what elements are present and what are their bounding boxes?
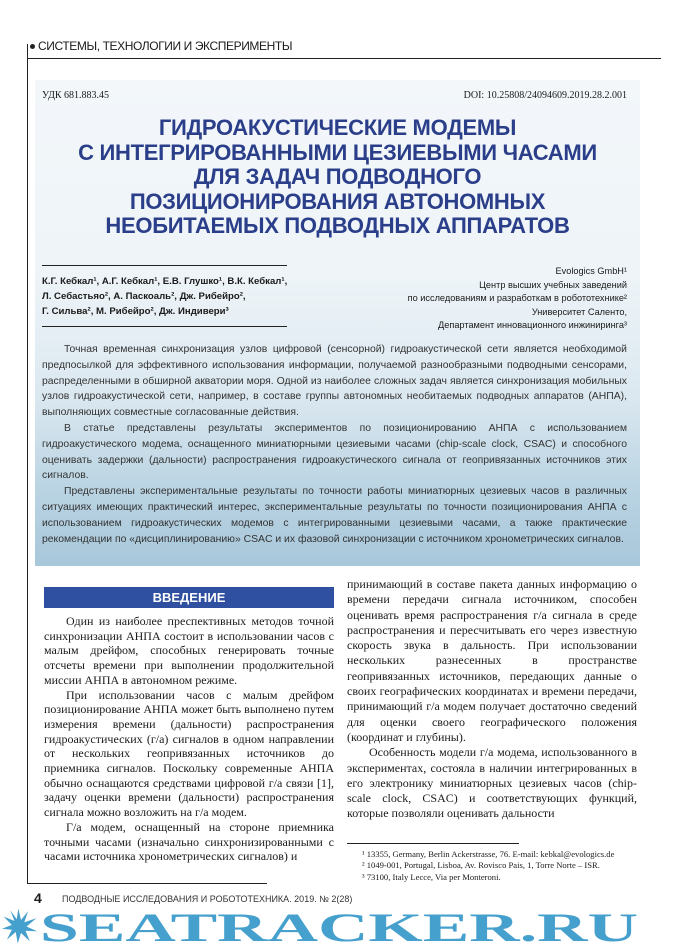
doi: DOI: 10.25808/24094609.2019.28.2.001	[463, 90, 627, 101]
left-rule	[27, 44, 28, 884]
watermark-logo	[40, 908, 640, 946]
author-line: К.Г. Кебкал¹, А.Г. Кебкал¹, Е.В. Глушко¹, В.К. Кебкал¹,	[42, 276, 288, 287]
article-title	[35, 116, 640, 239]
title-line: ПОЗИЦИОНИРОВАНИЯ АВТОНОМНЫХ	[129, 188, 546, 214]
title-line: С ИНТЕГРИРОВАННЫМИ ЦЕЗИЕВЫМИ ЧАСАМИ	[78, 139, 597, 165]
author-line: Л. Себастьяо², А. Паскоаль², Дж. Рибейро²,	[42, 291, 246, 302]
footnotes	[362, 849, 614, 883]
right-column	[347, 577, 637, 822]
journal-name: ПОДВОДНЫЕ ИССЛЕДОВАНИЯ И РОБОТОТЕХНИКА. 2019. № 2(28)	[62, 894, 353, 904]
title-line: ГИДРОАКУСТИЧЕСКИЕ МОДЕМЫ	[158, 115, 517, 140]
footnote: ² 1049-001, Portugal, Lisboa, Av. Rovisco Pais, 1, Torre Norte – ISR.	[362, 860, 600, 871]
affiliation-line: Evologics GmbH¹	[555, 266, 627, 276]
affiliation-line: по исследованиям и разработкам в робототехнике²	[407, 293, 627, 303]
body-paragraph: принимающий в составе пакета данных информацию о времени передачи сигнала источником, способен оценивать время распространения г/а сигнала в среде распространения и пересчитывать его через известную скорость звука в дальность. При использовании нескольких разнесенных в пространстве геопривязанных источников, передающих данные о своих географических координатах и времени передачи, принимающий г/а модем получает достаточно сведений для оценки своего географического положения (координат и глубины).	[347, 577, 637, 744]
bottom-rule	[27, 883, 267, 884]
affiliation-line: Университет Саленто,	[531, 306, 627, 317]
udk-code: УДК 681.883.45	[42, 90, 110, 101]
intro-heading: ВВЕДЕНИЕ	[44, 587, 334, 608]
affiliation-line: Департамент инновационного инжиниринга³	[438, 320, 627, 330]
section-header: СИСТЕМЫ, ТЕХНОЛОГИИ И ЭКСПЕРИМЕНТЫ	[30, 39, 292, 53]
affiliation-line: Центр высших учебных заведений	[479, 279, 627, 290]
abstract-paragraph: В статье представлены результаты экспериментов по позиционированию АНПА с использованием гидроакустического модема, оснащенного миниатюрными цезиевыми часами (chip-scale clock, CSAC) и способного оценивать задержки (дальности) распространения гидроакустического сигнала от геопривязанных источников этих сигналов.	[42, 422, 627, 482]
footnote-rule	[347, 843, 519, 844]
abstract-paragraph: Представлены экспериментальные результаты по точности работы миниатюрных цезиевых часов в различных ситуациях имеющих практический интерес, экспериментальные результаты по точности позиционирования АНПА с использованием гидроакустических модемов с интегрированными цезиевыми часами, а также практические рекомендации по «дисциплинированию» CSAC и их фазовой синхронизации с источником хронометрических сигналов.	[42, 486, 627, 545]
page-number: 4	[34, 890, 42, 906]
svg-text:SEATRACKER.RU: SEATRACKER.RU	[40, 908, 638, 946]
authors	[42, 265, 287, 327]
body-paragraph: Один из наиболее преспективных методов точной синхронизации АНПА состоит в использовании часов с малым дрейфом, способных генерировать точные отсчеты времени при выполнении продолжительной миссии АНПА в автономном режиме.	[44, 614, 334, 687]
author-line: Г. Сильва², М. Рибейро², Дж. Индивери³	[42, 306, 229, 317]
watermark-star-icon	[2, 908, 38, 944]
body-paragraph: При использовании часов с малым дрейфом позиционирование АНПА может быть выполнено путем измерения времени (дальности) распространения гидроакустических (г/а) сигналов в одном направлении от нескольких геопривязанных источников до приемника сигналов. Поскольку современные АНПА обычно оснащаются средствами цифровой г/а связи [1], задачу оценки времени (дальности) распространения сигнала можно возложить на г/а модем.	[44, 687, 334, 820]
title-line: ДЛЯ ЗАДАЧ ПОДВОДНОГО	[193, 164, 482, 189]
abstract-paragraph: Точная временная синхронизация узлов цифровой (сенсорной) гидроакустической сети является необходимой предпосылкой для эффективного использования информации, получаемой разнообразными подводными сенсорами, распределенными в обширной акватории моря. Одной из наиболее сложных задач является синхронизация мобильных узлов гидроакустической сети, например, в составе группы автономных необитаемых подводных аппаратов (АНПА), выполняющих совместные согласованные действия.	[42, 344, 627, 419]
title-line: НЕОБИТАЕМЫХ ПОДВОДНЫХ АППАРАТОВ	[105, 213, 570, 238]
footnote: ³ 73100, Italy Lecce, Via per Monteroni.	[362, 871, 501, 882]
affiliations	[408, 265, 627, 333]
body-paragraph: Особенность модели г/а модема, использованного в экспериментах, состояла в наличии интегрированных в его электронику миниатюрных цезиевых часов (chip-scale clock, CSAC) и соответствующих функций, которые позволяли оценивать дальности	[347, 745, 637, 821]
header-rule	[27, 58, 661, 59]
abstract	[42, 342, 627, 547]
left-column	[44, 614, 334, 864]
footnote: ¹ 13355, Germany, Berlin Ackerstrasse, 76. E-mail: kebkal@evologics.de	[362, 849, 615, 859]
body-paragraph: Г/а модем, оснащенный на стороне приемника точными часами (изначально синхронизированными с часами источника хронометрических сигналов) и	[44, 819, 334, 864]
